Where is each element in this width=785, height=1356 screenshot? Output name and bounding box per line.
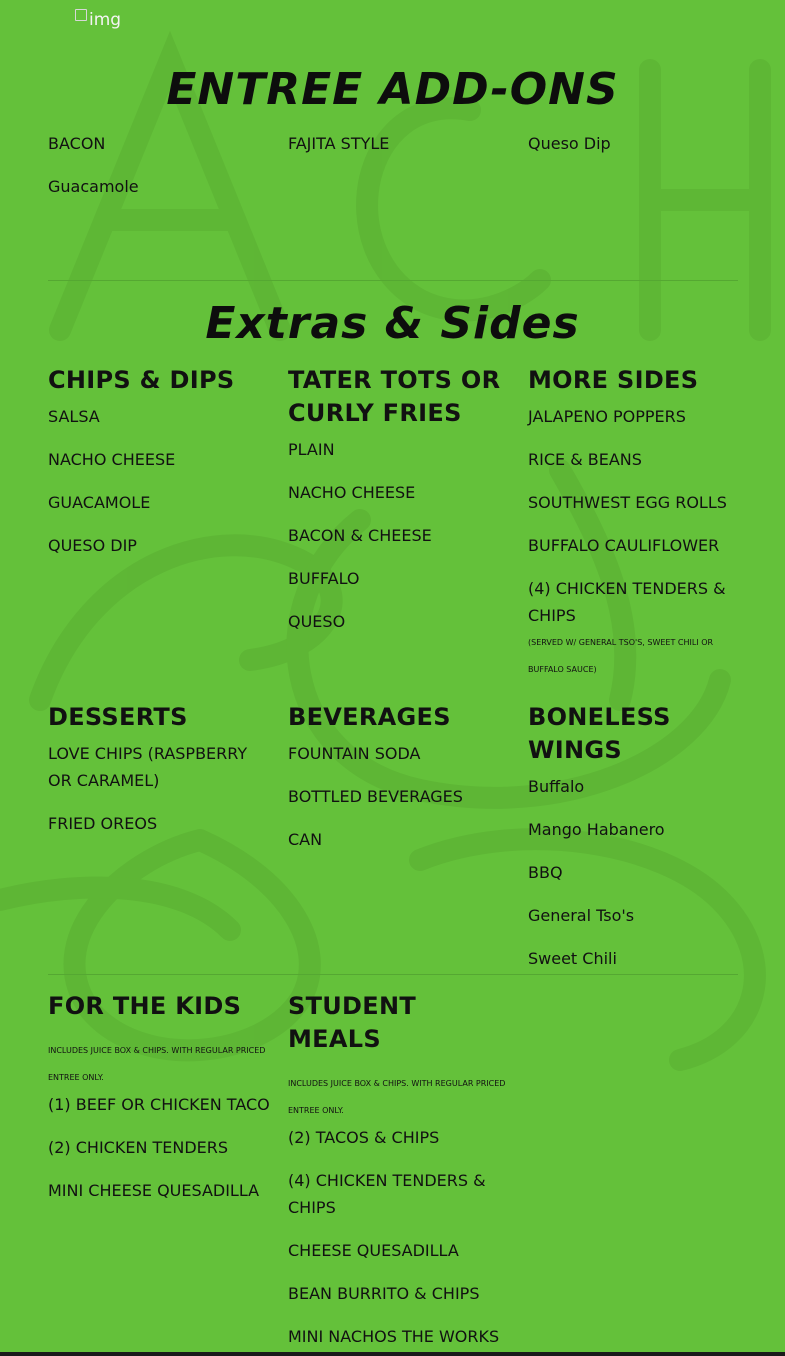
menu-item: GUACAMOLE [48, 493, 151, 512]
menu-item: RICE & BEANS [528, 450, 642, 469]
menu-item: BUFFALO [288, 569, 360, 588]
menu-item: (1) BEEF OR CHICKEN TACO [48, 1095, 270, 1114]
section-heading: MORE SIDES [528, 366, 699, 394]
section-heading: STUDENT MEALS [288, 992, 417, 1053]
section-heading: BONELESS WINGS [528, 703, 671, 764]
broken-image [75, 9, 121, 31]
section-more-sides [528, 364, 748, 683]
menu-item: Buffalo [528, 777, 585, 796]
section-heading: CHIPS & DIPS [48, 366, 235, 394]
menu-item: QUESO [288, 612, 346, 631]
menu-item: BACON & CHEESE [288, 526, 432, 545]
menu-item: BEAN BURRITO & CHIPS [288, 1284, 480, 1303]
addon-item: FAJITA STYLE [288, 134, 390, 153]
menu-item: (2) CHICKEN TENDERS [48, 1138, 229, 1157]
menu-item: (2) TACOS & CHIPS [288, 1128, 440, 1147]
entree-addons-title: ENTREE ADD-ONS [166, 64, 619, 115]
menu-item: FRIED OREOS [48, 814, 158, 833]
addon-item: Guacamole [48, 177, 139, 196]
menu-note: (SERVED W/ GENERAL TSO'S, SWEET CHILI OR BUFFALO SAUCE) [528, 638, 714, 674]
footer-edge [0, 1352, 785, 1356]
addon-item: Queso Dip [528, 134, 611, 153]
addon-item: BACON [48, 134, 106, 153]
section-student-meals [288, 990, 513, 1350]
section-beverages [288, 701, 513, 853]
section-desserts [48, 701, 273, 837]
menu-item: NACHO CHEESE [48, 450, 176, 469]
section-for-the-kids [48, 990, 273, 1204]
section-tater-tots [288, 364, 513, 635]
menu-item: BUFFALO CAULIFLOWER [528, 536, 720, 555]
menu-item: SOUTHWEST EGG ROLLS [528, 493, 727, 512]
menu-note: INCLUDES JUICE BOX & CHIPS. WITH REGULAR PRICED ENTREE ONLY. [288, 1079, 506, 1115]
addons-column-1 [48, 130, 273, 200]
menu-item: BOTTLED BEVERAGES [288, 787, 463, 806]
menu-item: FOUNTAIN SODA [288, 744, 421, 763]
menu-item: (4) CHICKEN TENDERS & CHIPS [288, 1171, 486, 1217]
section-heading: BEVERAGES [288, 703, 451, 731]
section-heading: FOR THE KIDS [48, 992, 242, 1020]
menu-item: JALAPENO POPPERS [528, 407, 686, 426]
addons-column-2 [288, 130, 513, 157]
section-heading: TATER TOTS OR CURLY FRIES [288, 366, 501, 427]
section-boneless-wings [528, 701, 748, 972]
menu-item: SALSA [48, 407, 100, 426]
menu-item: General Tso's [528, 906, 635, 925]
addons-column-3 [528, 130, 753, 157]
menu-item: QUESO DIP [48, 536, 137, 555]
section-heading: DESSERTS [48, 703, 188, 731]
menu-item: CAN [288, 830, 323, 849]
menu-item: PLAIN [288, 440, 335, 459]
broken-image-icon [75, 9, 87, 21]
menu-item: BBQ [528, 863, 563, 882]
menu-item: LOVE CHIPS (RASPBERRY OR CARAMEL) [48, 744, 248, 790]
menu-item: CHEESE QUESADILLA [288, 1241, 459, 1260]
extras-sides-title: Extras & Sides [205, 298, 580, 349]
menu-note: INCLUDES JUICE BOX & CHIPS. WITH REGULAR PRICED ENTREE ONLY. [48, 1046, 266, 1082]
section-chips-dips [48, 364, 273, 559]
section-divider [48, 974, 738, 975]
menu-item: Mango Habanero [528, 820, 665, 839]
menu-item: (4) CHICKEN TENDERS & CHIPS [528, 579, 726, 625]
image-alt-text: img [89, 10, 122, 30]
menu-item: MINI CHEESE QUESADILLA [48, 1181, 260, 1200]
menu-item: NACHO CHEESE [288, 483, 416, 502]
menu-item: MINI NACHOS THE WORKS [288, 1327, 500, 1346]
section-divider [48, 280, 738, 281]
menu-item: Sweet Chili [528, 949, 617, 968]
